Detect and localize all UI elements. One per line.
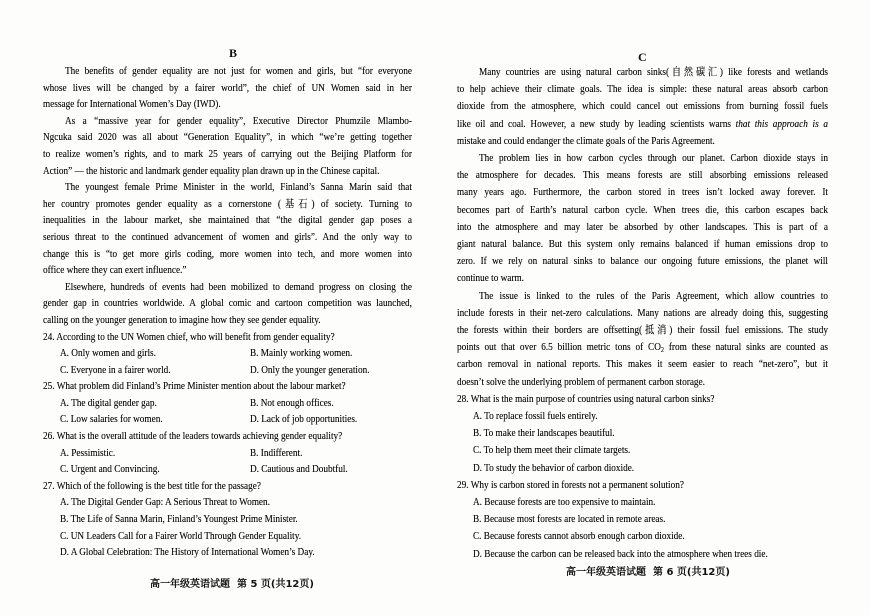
passage-c-paragraph-3 xyxy=(457,288,828,391)
passage-c-line: becomes part of Earth’s natural carbon cycle. When trees die, this carbon escapes back xyxy=(457,204,829,216)
question-26-option-c: C. Urgent and Convincing. xyxy=(59,464,160,476)
passage-b-line: her country promotes gender equality as a cornerstone (基石) of society. Turning to xyxy=(43,198,412,210)
passage-b-line: change this is “to get more girls coding, more women into tech, and more women into xyxy=(43,248,412,260)
question-26-option-a: A. Pessimistic. xyxy=(59,447,116,459)
passage-b-line: message for International Women’s Day (IWD). xyxy=(43,99,221,111)
page-footer-left: 高一年级英语试题 第 5 页(共12页) xyxy=(150,579,314,590)
passage-b-line: Action” — the historic and landmark gender equality plan drawn up in the Chinese capital. xyxy=(43,165,380,177)
passage-b-line: Elsewhere, hundreds of events had been mobilized to demand progress on closing the xyxy=(65,281,412,293)
passage-c-line-text: like oil and coal. However, a new study by leading scientists warns xyxy=(457,118,736,130)
question-25-option-c: C. Low salaries for women. xyxy=(59,414,163,426)
passage-c-line: The issue is linked to the rules of the Paris Agreement, which allow countries to xyxy=(479,290,829,302)
passage-b-line: whose lives will be changed by a fairer world”, the chief of UN Women said in her xyxy=(43,82,412,94)
question-25-option-b: B. Not enough offices. xyxy=(249,397,334,409)
passage-c-line xyxy=(457,116,828,133)
question-25 xyxy=(43,379,412,429)
passage-c-line: giant natural balance. But this system only remains balanced if human emissions drop to xyxy=(457,239,829,251)
passage-b-line: calling on the younger generation to imagine how they see gender equality. xyxy=(43,314,321,326)
question-28-option-b: B. To make their landscapes beautiful. xyxy=(473,428,615,440)
question-29-option-a: A. Because forests are too expensive to maintain. xyxy=(473,497,656,509)
passage-c-line: the atmosphere for decades. This means forests are still absorbing emissions released xyxy=(457,170,829,182)
passage-c-italic-text: that this approach is a xyxy=(735,118,828,130)
question-26-stem: 26. What is the overall attitude of the leaders towards achieving gender equality? xyxy=(43,431,343,443)
passage-b-heading: B xyxy=(229,46,238,60)
question-26 xyxy=(43,429,412,479)
question-24-stem: 24. According to the UN Women chief, who will benefit from gender equality? xyxy=(43,331,335,343)
passage-b-line: The youngest female Prime Minister in the world, Finland’s Sanna Marin said that xyxy=(65,182,412,194)
passage-c-line: mistake and could endanger the climate goals of the Paris Agreement. xyxy=(457,135,715,147)
question-28-stem: 28. What is the main purpose of countries using natural carbon sinks? xyxy=(457,393,715,405)
question-26-options-row xyxy=(43,446,412,463)
question-28-option-a: A. To replace fossil fuels entirely. xyxy=(473,411,598,423)
page-footer-right: 高一年级英语试题 第 6 页(共12页) xyxy=(566,567,730,578)
passage-c-line: dioxide from the atmosphere, which could cancel out emissions from burning fossil fuels xyxy=(457,101,829,113)
passage-c-line: continue to warm. xyxy=(457,273,524,285)
passage-b-line: The benefits of gender equality are not just for women and girls, but “for everyone xyxy=(65,66,412,77)
passage-c-line-text: from these natural sinks are counted as xyxy=(663,342,829,354)
passage-c-line: many years ago. Furthermore, the carbon stored in trees isn’t locked away forever. It xyxy=(457,187,829,199)
question-24-options-row xyxy=(43,363,412,380)
question-29-option-c: C. Because forests cannot absorb enough carbon dioxide. xyxy=(473,531,685,543)
passage-b-line: to realize women’s rights, and to mark 25 years of carrying out the Beijing Platform for xyxy=(43,148,412,160)
passage-b-paragraph-1 xyxy=(43,64,412,114)
question-27-option-d: D. A Global Celebration: The History of International Women’s Day. xyxy=(59,547,315,559)
passage-b-line: Ngcuka said 2020 was all about “Generation Equality”, in which “we’re getting together xyxy=(43,132,412,144)
passage-b-paragraph-3 xyxy=(43,180,412,280)
passage-c-line: include forests in their net-zero calculations. Many nations are already doing this, suggesting xyxy=(457,307,829,319)
question-27-option-c: C. UN Leaders Call for a Fairer World Through Gender Equality. xyxy=(59,530,302,542)
question-29-option-d: D. Because the carbon can be released back into the atmosphere when trees die. xyxy=(473,548,768,560)
question-25-option-d: D. Lack of job opportunities. xyxy=(249,414,358,426)
question-28-option-d: D. To study the behavior of carbon dioxide. xyxy=(473,462,635,474)
passage-b-line: inequalities in the labour market, she maintained that “the digital gender gap poses a xyxy=(43,215,412,227)
question-27-option-b: B. The Life of Sanna Marin, Finland’s Youngest Prime Minister. xyxy=(59,514,298,526)
question-25-options-row xyxy=(43,412,412,429)
question-24-option-c: C. Everyone in a fairer world. xyxy=(59,364,171,376)
question-29-stem: 29. Why is carbon stored in forests not a permanent solution? xyxy=(457,479,684,491)
passage-c-line: into the atmosphere and may later be absorbed by other landscapes. This is part of a xyxy=(457,221,829,233)
passage-b-line: serious threat to the continued advancement of women and girls”. And the only way to xyxy=(43,231,412,243)
passage-c-heading: C xyxy=(638,50,647,64)
question-24-option-d: D. Only the younger generation. xyxy=(249,364,370,376)
question-24 xyxy=(43,330,412,380)
question-26-option-b: B. Indifferent. xyxy=(249,447,303,459)
question-26-option-d: D. Cautious and Doubtful. xyxy=(249,464,348,476)
question-26-options-row xyxy=(43,462,412,479)
question-27 xyxy=(43,479,412,562)
passage-b-line: gender gap in countries worldwide. A global comic and cartoon competition was launched, xyxy=(43,298,412,310)
passage-c-line: to help achieve their climate goals. The idea is simple: these natural areas absorb carbon xyxy=(457,84,829,96)
question-27-stem: 27. Which of the following is the best title for the passage? xyxy=(43,480,261,492)
question-25-stem: 25. What problem did Finland’s Prime Minister mention about the labour market? xyxy=(43,381,346,393)
passage-b-column xyxy=(43,64,412,562)
passage-c-line: carbon removal in national reports. This makes it seem easier to reach “net-zero”, but it xyxy=(457,359,829,371)
passage-c-line: the forests within their borders are offsetting(抵消) their fossil fuel emissions. The study xyxy=(457,325,829,337)
question-24-option-b: B. Mainly working women. xyxy=(249,348,353,360)
question-27-option-a: A. The Digital Gender Gap: A Serious Threat to Women. xyxy=(59,497,270,509)
passage-c-line: zero. If we rely on natural sinks to balance our ongoing future emissions, the planet will xyxy=(457,256,829,268)
question-25-option-a: A. The digital gender gap. xyxy=(59,397,157,409)
passage-b-line: As a “massive year for gender equality”, Executive Director Phumzile Mlambo- xyxy=(65,115,412,127)
passage-c-line xyxy=(457,339,828,356)
passage-c-line: Many countries are using natural carbon sinks(自然碳汇) like forests and wetlands xyxy=(479,67,829,78)
question-24-option-a: A. Only women and girls. xyxy=(59,348,156,360)
passage-c-column xyxy=(457,64,828,563)
passage-c-line: doesn’t solve the underlying problem of permanent carbon storage. xyxy=(457,376,705,388)
question-28 xyxy=(457,391,828,477)
passage-c-paragraph-2 xyxy=(457,150,828,288)
passage-c-line: The problem lies in how carbon cycles through our planet. Carbon dioxide stays in xyxy=(479,153,829,165)
passage-b-line: office where they can exert influence.” xyxy=(43,265,187,277)
question-28-option-c: C. To help them meet their climate targets. xyxy=(473,445,631,457)
passage-b-paragraph-2 xyxy=(43,114,412,180)
co2-subscript: 2 xyxy=(660,346,664,355)
question-29-option-b: B. Because most forests are located in remote areas. xyxy=(473,514,666,526)
passage-b-paragraph-4 xyxy=(43,280,412,330)
passage-c-line-text: points out that over 6.5 billion metric tons of CO xyxy=(457,342,661,354)
question-29 xyxy=(457,477,828,563)
question-25-options-row xyxy=(43,396,412,413)
question-24-options-row xyxy=(43,346,412,363)
passage-c-paragraph-1 xyxy=(457,64,828,150)
